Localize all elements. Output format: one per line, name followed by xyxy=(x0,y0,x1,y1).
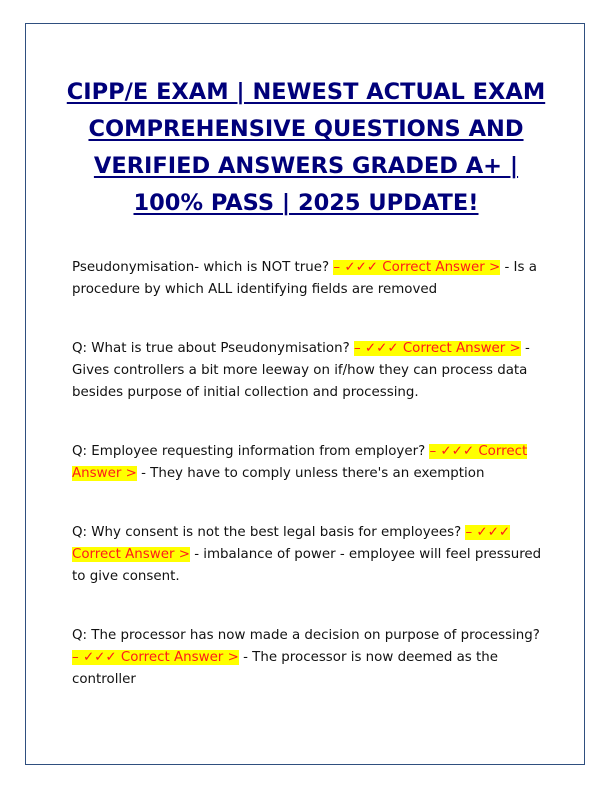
question-text: Pseudonymisation- which is NOT true? xyxy=(72,260,330,275)
correct-answer-marker: – ✓✓✓ Correct Answer > xyxy=(353,341,521,356)
qa-item-1 xyxy=(72,257,542,301)
question-text: Q: Employee requesting information from employer? xyxy=(72,444,426,459)
answer-text: - Gives controllers a bit more leeway on if/how they can process data besides purpose of initial collection and processing. xyxy=(72,341,530,400)
qa-item-4 xyxy=(72,522,542,588)
correct-answer-marker: – ✓✓✓ Correct Answer > xyxy=(72,525,511,562)
question-text: Q: What is true about Pseudonymisation? xyxy=(72,341,350,356)
correct-answer-marker: – ✓✓✓ Correct Answer > xyxy=(72,444,528,481)
document-title: CIPP/E EXAM | NEWEST ACTUAL EXAM COMPREHENSIVE QUESTIONS AND VERIFIED ANSWERS GRADED A+ | 100% PASS | 2025 UPDATE! xyxy=(66,79,546,216)
correct-answer-marker: – ✓✓✓ Correct Answer > xyxy=(72,650,239,665)
answer-text: - Is a procedure by which ALL identifying fields are removed xyxy=(72,260,537,297)
question-text: Q: Why consent is not the best legal basis for employees? xyxy=(72,525,462,540)
answer-text: - The processor is now deemed as the controller xyxy=(72,650,498,687)
qa-item-3 xyxy=(72,441,542,485)
answer-text: - imbalance of power - employee will feel pressured to give consent. xyxy=(72,547,542,584)
question-text: Q: The processor has now made a decision on purpose of processing? xyxy=(72,628,540,643)
answer-text: - They have to comply unless there's an exemption xyxy=(141,466,485,481)
qa-item-2 xyxy=(72,338,542,404)
qa-item-5 xyxy=(72,625,542,691)
correct-answer-marker: – ✓✓✓ Correct Answer > xyxy=(333,260,501,275)
